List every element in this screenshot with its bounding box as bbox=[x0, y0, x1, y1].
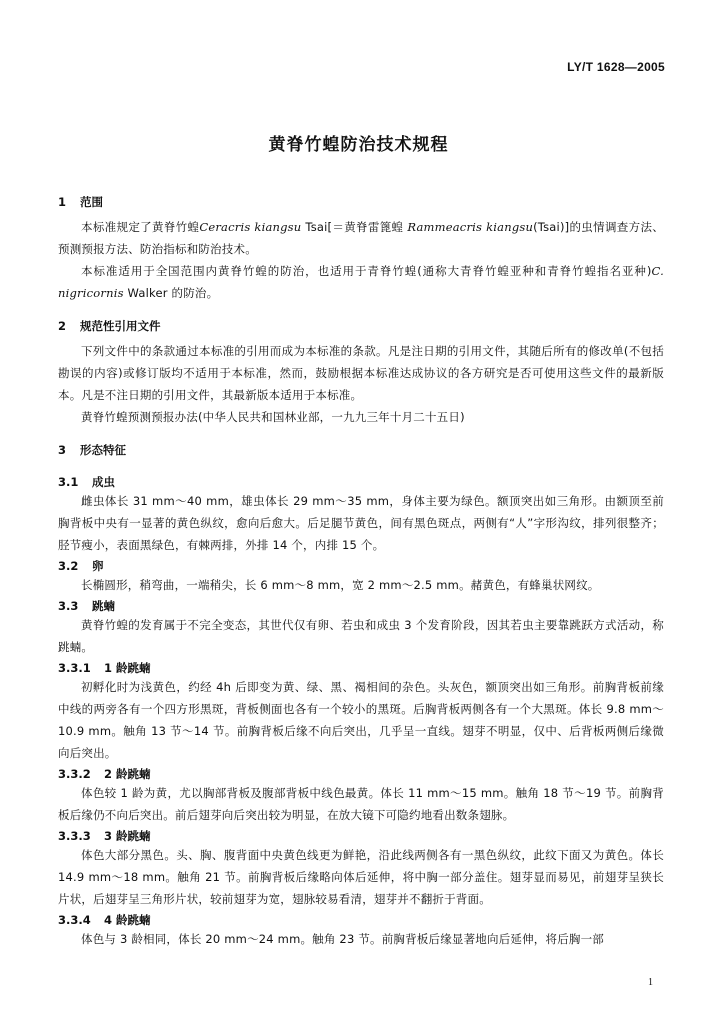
section-heading: 1 范围 bbox=[58, 195, 103, 209]
page-number: 1 bbox=[648, 977, 653, 988]
subsection-heading: 3.2 卵 bbox=[58, 559, 104, 573]
section-heading: 3 形态特征 bbox=[58, 443, 126, 457]
paragraph: 初孵化时为浅黄色，约经 4h 后即变为黄、绿、黑、褐相间的杂色。头灰色，额顶突出如三角形。前胸背板前缘中线的两旁各有一个四方形黑斑，背板侧面也各有一个较小的黑斑。后胸背板两侧各有一个大黑斑。体长 9.8 mm～10.9 mm。触角 13 节～14 节。前胸背板后缘不向后突出，几乎呈一直线。翅芽不明显，仅中、后背板两侧后缘微向后突出。 bbox=[58, 680, 664, 760]
paragraph: 黄脊竹蝗的发育属于不完全变态，其世代仅有卵、若虫和成虫 3 个发育阶段，因其若虫主要靠跳跃方式活动，称跳蝻。 bbox=[58, 618, 664, 654]
paragraph: 体色大部分黑色。头、胸、腹背面中央黄色线更为鲜艳，沿此线两侧各有一黑色纵纹，此纹下面又为黄色。体长 14.9 mm～18 mm。触角 21 节。前胸背板后缘略向体后延伸，将中胸一部分盖住。翅芽显而易见，前翅芽呈狭长片状，后翅芽呈三角形片状，较前翅芽为宽，翅脉较易看清，翅芽并不翻折于背面。 bbox=[58, 848, 664, 906]
subsubsection-heading: 3.3.3 3 龄跳蝻 bbox=[58, 829, 151, 843]
section-heading: 2 规范性引用文件 bbox=[58, 319, 161, 333]
standard-number: LY/T 1628—2005 bbox=[567, 60, 665, 74]
subsection-heading: 3.3 跳蝻 bbox=[58, 599, 115, 613]
paragraph: 体色较 1 龄为黄，尤以胸部背板及腹部背板中线色最黄。体长 11 mm～15 mm。触角 18 节～19 节。前胸背板后缘仍不向后突出。前后翅芽向后突出较为明显，在放大镜下可隐约地看出数条翅脉。 bbox=[58, 786, 664, 822]
subsubsection-heading: 3.3.2 2 龄跳蝻 bbox=[58, 767, 151, 781]
paragraph: 本标准规定了黄脊竹蝗Ceracris kiangsu Tsai[＝黄脊雷篦蝗 Rammeacris kiangsu(Tsai)]的虫情调查方法、预测预报方法、防治指标和防治技术。 bbox=[58, 220, 664, 256]
paragraph: 长椭圆形，稍弯曲，一端稍尖，长 6 mm～8 mm，宽 2 mm～2.5 mm。赭黄色，有蜂巢状网纹。 bbox=[81, 578, 600, 592]
paragraph: 本标准适用于全国范围内黄脊竹蝗的防治，也适用于青脊竹蝗(通称大青脊竹蝗亚种和青脊竹蝗指名亚种)C. nigricornis Walker 的防治。 bbox=[58, 264, 664, 300]
paragraph: 黄脊竹蝗预测预报办法(中华人民共和国林业部，一九九三年十月二十五日) bbox=[81, 410, 465, 424]
paragraph: 下列文件中的条款通过本标准的引用而成为本标准的条款。凡是注日期的引用文件，其随后所有的修改单(不包括勘误的内容)或修订版均不适用于本标准，然而，鼓励根据本标准达成协议的各方研究是否可使用这些文件的最新版本。凡是不注日期的引用文件，其最新版本适用于本标准。 bbox=[58, 344, 664, 402]
page-title: 黄脊竹蝗防治技术规程 bbox=[268, 135, 449, 155]
subsubsection-heading: 3.3.1 1 龄跳蝻 bbox=[58, 661, 151, 675]
document-body bbox=[58, 194, 664, 950]
paragraph: 体色与 3 龄相同，体长 20 mm～24 mm。触角 23 节。前胸背板后缘显著地向后延伸，将后胸一部 bbox=[81, 932, 605, 946]
subsection-heading: 3.1 成虫 bbox=[58, 475, 115, 489]
paragraph: 雌虫体长 31 mm～40 mm，雄虫体长 29 mm～35 mm，身体主要为绿色。额顶突出如三角形。由额顶至前胸背板中央有一显著的黄色纵纹，愈向后愈大。后足腿节黄色，间有黑色斑点，两侧有“人”字形沟纹，排列很整齐；胫节瘦小，表面黑绿色，有棘两排，外排 14 个，内排 15 个。 bbox=[58, 494, 664, 552]
subsubsection-heading: 3.3.4 4 龄跳蝻 bbox=[58, 913, 151, 927]
